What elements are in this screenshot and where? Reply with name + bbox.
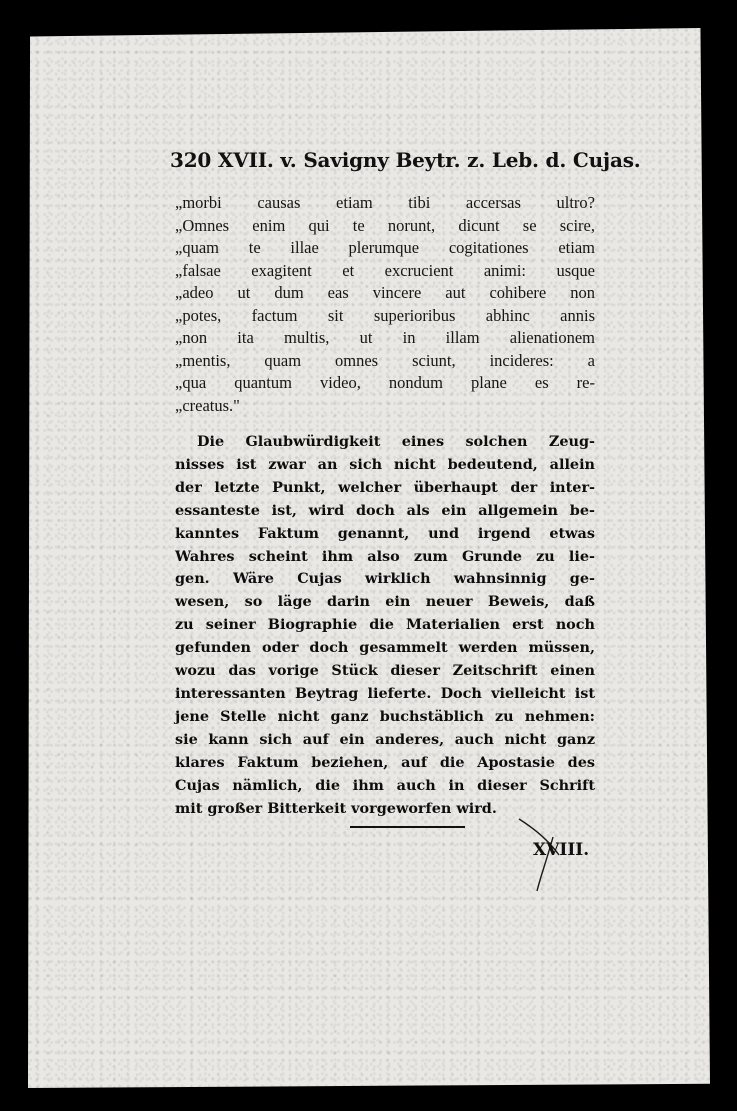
german-paragraph <box>175 431 595 820</box>
german-line: wesen, so läge darin ein neuer Beweis, daß <box>175 593 595 611</box>
german-line: der letzte Punkt, welcher überhaupt der inter- <box>175 478 595 496</box>
german-line: jene Stelle nicht ganz buchstäblich zu nehmen: <box>175 707 595 725</box>
german-line: Wahres scheint ihm also zum Grunde zu lie- <box>175 547 595 565</box>
german-line: nisses ist zwar an sich nicht bedeutend, allein <box>175 455 595 473</box>
german-line: essanteste ist, wird doch als ein allgemein be- <box>175 501 595 519</box>
german-line: gefunden oder doch gesammelt werden müssen, <box>175 639 595 657</box>
latin-quotation <box>175 192 595 417</box>
german-line: klares Faktum beziehen, auf die Apostasie des <box>175 753 595 771</box>
german-line: zu seiner Biographie die Materialien erst noch <box>175 616 595 634</box>
german-line: sie kann sich auf ein anderes, auch nicht ganz <box>175 730 595 748</box>
german-line: gen. Wäre Cujas wirklich wahnsinnig ge- <box>175 570 595 588</box>
german-line: interessanten Beytrag lieferte. Doch vielleicht ist <box>175 684 595 702</box>
latin-line: „Omnes enim qui te norunt, dicunt se scire, <box>175 215 595 235</box>
latin-line: „adeo ut dum eas vincere aut cohibere non <box>175 283 595 302</box>
latin-line: „mentis, quam omnes sciunt, incideres: a <box>175 350 595 370</box>
german-line: Cujas nämlich, die ihm auch in dieser Schrift <box>175 776 595 794</box>
latin-line: „quam te illae plerumque cogitationes etiam <box>175 238 595 257</box>
latin-line: „potes, factum sit superioribus abhinc annis <box>175 305 595 325</box>
german-line: kanntes Faktum genannt, und irgend etwas <box>175 524 595 542</box>
latin-line: „morbi causas etiam tibi accersas ultro? <box>175 193 595 212</box>
german-line: wozu das vorige Stück dieser Zeitschrift einen <box>175 662 595 680</box>
latin-line: „qua quantum video, nondum plane es re- <box>175 373 595 392</box>
section-rule <box>350 826 465 828</box>
latin-line: „non ita multis, ut in illam alienationem <box>175 328 595 347</box>
german-line: Die Glaubwürdigkeit eines solchen Zeug- <box>197 433 595 450</box>
latin-line: „creatus." <box>175 395 240 415</box>
german-line: mit großer Bitterkeit vorgeworfen wird. <box>175 799 497 817</box>
running-head: 320 XVII. v. Savigny Beytr. z. Leb. d. Cujas. <box>170 148 641 172</box>
latin-line: „falsae exagitent et excrucient animi: usque <box>175 260 595 280</box>
catchword: XVIII. <box>533 840 590 860</box>
